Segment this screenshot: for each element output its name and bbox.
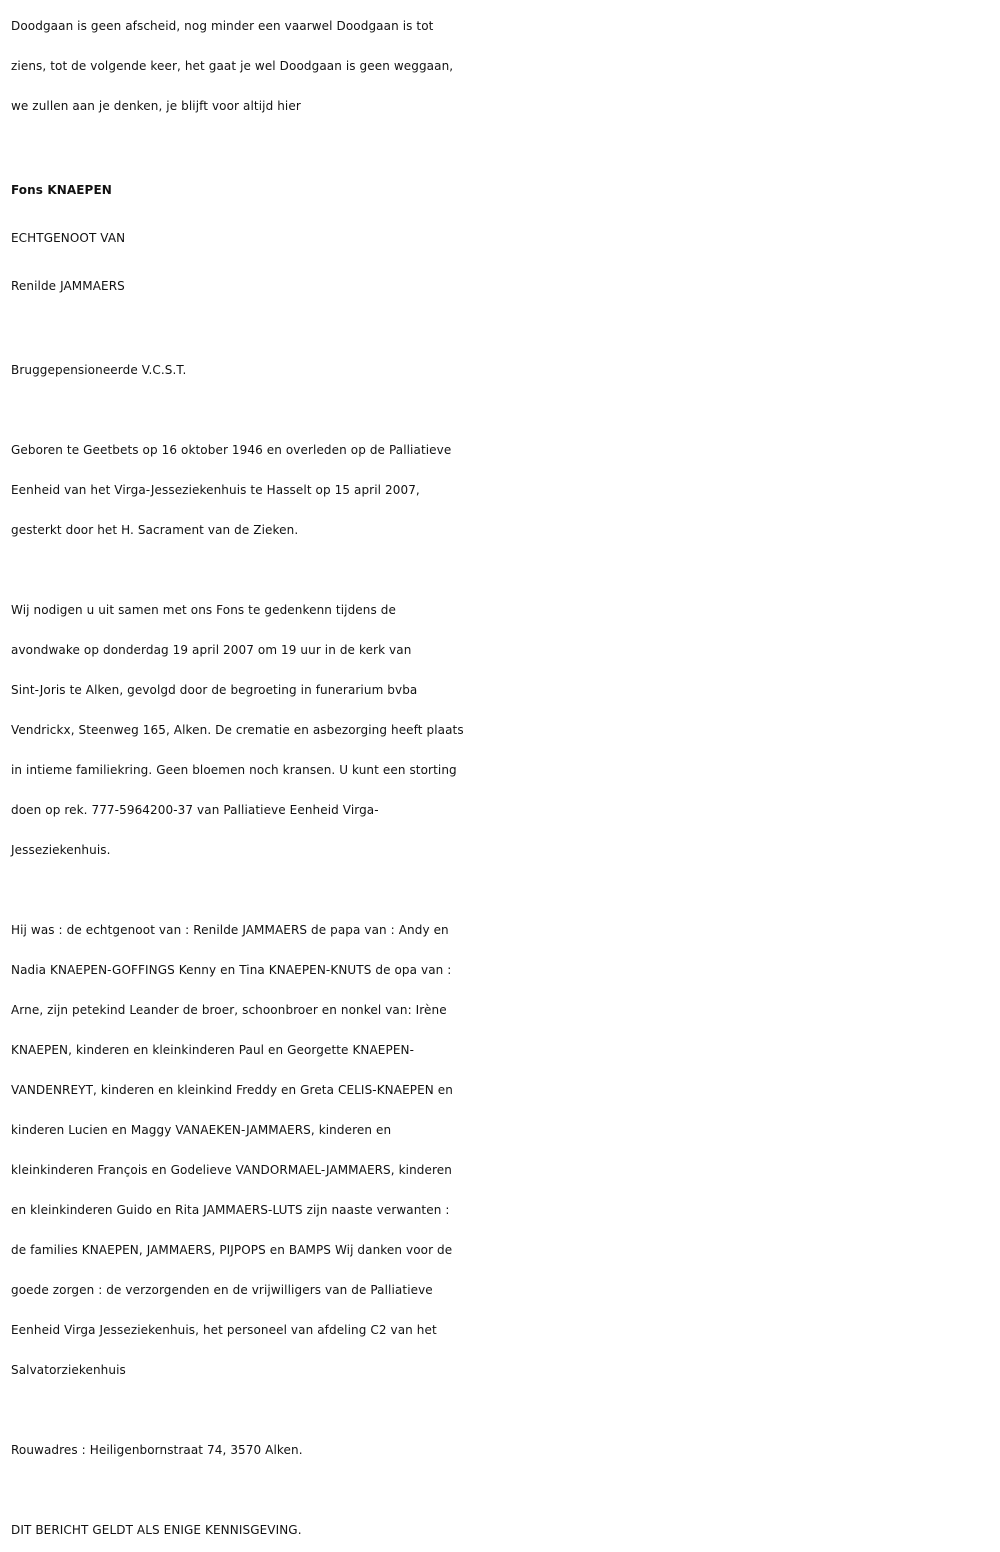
spacer — [11, 870, 993, 910]
mourning-address: Rouwadres : Heiligenbornstraat 74, 3570 Alken. — [11, 1443, 303, 1457]
birth-death-paragraph — [11, 430, 993, 550]
spacer — [11, 1390, 993, 1430]
obituary-document — [11, 6, 993, 1550]
poem-line: ziens, tot de volgende keer, het gaat je wel Doodgaan is geen weggaan, — [11, 59, 454, 73]
occupation: Bruggepensioneerde V.C.S.T. — [11, 363, 187, 377]
notice: DIT BERICHT GELDT ALS ENIGE KENNISGEVING. — [11, 1523, 302, 1537]
family-line: Salvatorziekenhuis — [11, 1363, 126, 1377]
family-paragraph — [11, 910, 993, 1390]
invitation-line: Sint-Joris te Alken, gevolgd door de begroeting in funerarium bvba — [11, 683, 418, 697]
spacer — [11, 550, 993, 590]
invitation-line: doen op rek. 777-5964200-37 van Palliatieve Eenheid Virga- — [11, 803, 379, 817]
spouse-name: Renilde JAMMAERS — [11, 279, 125, 293]
birth-death-line: gesterkt door het H. Sacrament van de Zieken. — [11, 523, 299, 537]
invitation-line: avondwake op donderdag 19 april 2007 om 19 uur in de kerk van — [11, 643, 412, 657]
birth-death-line: Geboren te Geetbets op 16 oktober 1946 en overleden op de Palliatieve — [11, 443, 452, 457]
family-line: VANDENREYT, kinderen en kleinkind Freddy en Greta CELIS-KNAEPEN en — [11, 1083, 453, 1097]
deceased-relation: ECHTGENOOT VAN — [11, 231, 126, 245]
invitation-paragraph — [11, 590, 993, 870]
family-line: de families KNAEPEN, JAMMAERS, PIJPOPS en BAMPS Wij danken voor de — [11, 1243, 453, 1257]
poem-line: Doodgaan is geen afscheid, nog minder een vaarwel Doodgaan is tot — [11, 19, 434, 33]
poem-line: we zullen aan je denken, je blijft voor altijd hier — [11, 99, 301, 113]
family-line: Nadia KNAEPEN-GOFFINGS Kenny en Tina KNAEPEN-KNUTS de opa van : — [11, 963, 452, 977]
family-line: Arne, zijn petekind Leander de broer, schoonbroer en nonkel van: Irène — [11, 1003, 447, 1017]
invitation-line: Vendrickx, Steenweg 165, Alken. De crematie en asbezorging heeft plaats — [11, 723, 464, 737]
poem-paragraph — [11, 6, 993, 126]
family-line: en kleinkinderen Guido en Rita JAMMAERS-LUTS zijn naaste verwanten : — [11, 1203, 450, 1217]
invitation-line: Wij nodigen u uit samen met ons Fons te gedenkenn tijdens de — [11, 603, 396, 617]
spacer — [11, 1470, 993, 1510]
spacer — [11, 390, 993, 430]
deceased-name: Fons KNAEPEN — [11, 183, 112, 197]
family-line: Hij was : de echtgenoot van : Renilde JAMMAERS de papa van : Andy en — [11, 923, 449, 937]
family-line: goede zorgen : de verzorgenden en de vrijwilligers van de Palliatieve — [11, 1283, 433, 1297]
family-line: kleinkinderen François en Godelieve VANDORMAEL-JAMMAERS, kinderen — [11, 1163, 452, 1177]
invitation-line: Jesseziekenhuis. — [11, 843, 111, 857]
spacer — [11, 310, 993, 350]
family-line: kinderen Lucien en Maggy VANAEKEN-JAMMAERS, kinderen en — [11, 1123, 392, 1137]
birth-death-line: Eenheid van het Virga-Jesseziekenhuis te Hasselt op 15 april 2007, — [11, 483, 420, 497]
family-line: Eenheid Virga Jesseziekenhuis, het personeel van afdeling C2 van het — [11, 1323, 437, 1337]
invitation-line: in intieme familiekring. Geen bloemen noch kransen. U kunt een storting — [11, 763, 457, 777]
spacer — [11, 126, 993, 166]
family-line: KNAEPEN, kinderen en kleinkinderen Paul en Georgette KNAEPEN- — [11, 1043, 415, 1057]
